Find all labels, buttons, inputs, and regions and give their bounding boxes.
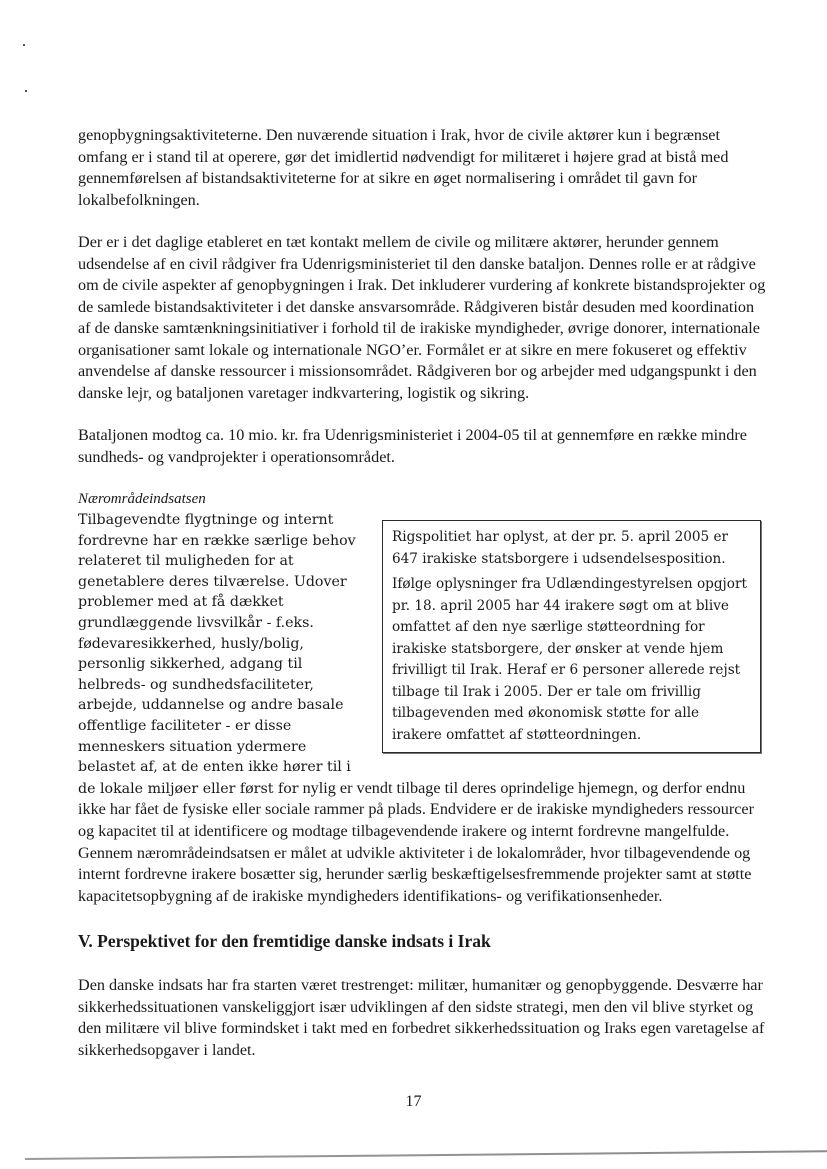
subsection-text-beside-box: Tilbagevendte flygtninge og internt fordrevne har en række særlige behov relateret til muligheden for at genetablere deres tilværelse. Udover problemer med at få dækket grundlæggende livsvilkår - f.eks. fødevaresikkerhed, husly/bolig, personlig sikkerhed, adgang til helbreds- og sundhedsfaciliteter, arbejde, uddannelse og andre basale offentlige faciliteter - er disse menneskers situation ydermere belastet af, at de enten ikke hører til i de lokale miljøer eller først for [78,512,356,797]
body-paragraph: Der er i det daglige etableret en tæt kontakt mellem de civile og militære aktører, herunder gennem udsendelse af en civil rådgiver fra Udenrigsministeriet til den danske bataljon. Dennes rolle er at rådgive om de civile aspekter af genopbygningen i Irak. Det inkluderer vurdering af konkrete bistandsprojekter og de samlede bistandsaktiviteter i det danske ansvarsområde. Rådgiveren bistår desuden med koordination af de danske samtænkningsinitiativer i forhold til de irakiske myndigheder, øvrige donorer, internationale organisationer samt lokale og internationale NGO’er. Formålet er at sikre en mere fokuseret og effektiv anvendelse af danske ressourcer i missionsområdet. Rådgiveren bor og arbejder med udgangspunkt i den danske lejr, og bataljonen varetager indkvartering, logistik og sikring. [78,233,766,402]
subsection-title: Nærområdeindsatsen [78,491,206,507]
section-heading: V. Perspektivet for den fremtidige danske indsats i Irak [78,931,491,952]
scan-speck [23,44,25,46]
section-paragraph: Den danske indsats har fra starten været trestrenget: militær, humanitær og genopbyggende. Desværre har sikkerhedssituationen vanskeliggjort især udviklingen af den sidste strategi, men den vil blive styrket og den militære vil blive formindsket i takt med en forbedret sikkerhedssituation og Iraks egen varetagelse af sikkerhedsopgaver i landet. [78,976,765,1059]
document-body [78,125,768,1082]
info-box [382,520,761,753]
subsection-text-after-box: nylig er vendt tilbage til deres oprindelige hjemegn, og derfor endnu ikke har fået de fysiske eller sociale rammer på plads. Endvidere er de irakiske myndigheders ressourcer og kapacitet til at identificere og modtage tilbagevendende irakere og internt fordrevne mangelfulde. Gennem nærområdeindsatsen er målet at udvikle aktiviteter i de lokalområder, hvor tilbagevendende og internt fordrevne irakere bosætter sig, herunder særlig beskæftigelsesfremmende projekter samt at støtte kapacitetsopbygning af de irakiske myndigheders identifikations- og verifikationsenheder. [78,778,755,905]
info-box-paragraph: Ifølge oplysninger fra Udlændingestyrelsen opgjort pr. 18. april 2005 har 44 irakere søgt om at blive omfattet af den nye særlige støtteordning for irakiske statsborgere, der ønsker at vende hjem frivilligt til Irak. Heraf er 6 personer allerede rejst tilbage til Irak i 2005. Der er tale om frivillig tilbagevenden med økonomisk støtte for alle irakere omfattet af støtteordningen. [392,576,747,743]
page-number: 17 [405,1093,422,1110]
info-box-paragraph: Rigspolitiet har oplyst, at der pr. 5. april 2005 er 647 irakiske statsborgere i udsendelsesposition. [392,529,729,567]
body-paragraph: genopbygningsaktiviteterne. Den nuværende situation i Irak, hvor de civile aktører kun i begrænset omfang er i stand til at operere, gør det imidlertid nødvendigt for militæret i højere grad at bistå med gennemførelsen af bistandsaktiviteterne for at sikre en øget normalisering i området til gavn for lokalbefolkningen. [78,126,729,209]
scan-edge-line [25,1150,827,1160]
subsection-with-infobox [78,510,768,907]
body-paragraph: Bataljonen modtog ca. 10 mio. kr. fra Udenrigsministeriet i 2004-05 til at gennemføre en række mindre sundheds- og vandprojekter i operationsområdet. [78,426,747,466]
scan-speck [25,90,27,92]
